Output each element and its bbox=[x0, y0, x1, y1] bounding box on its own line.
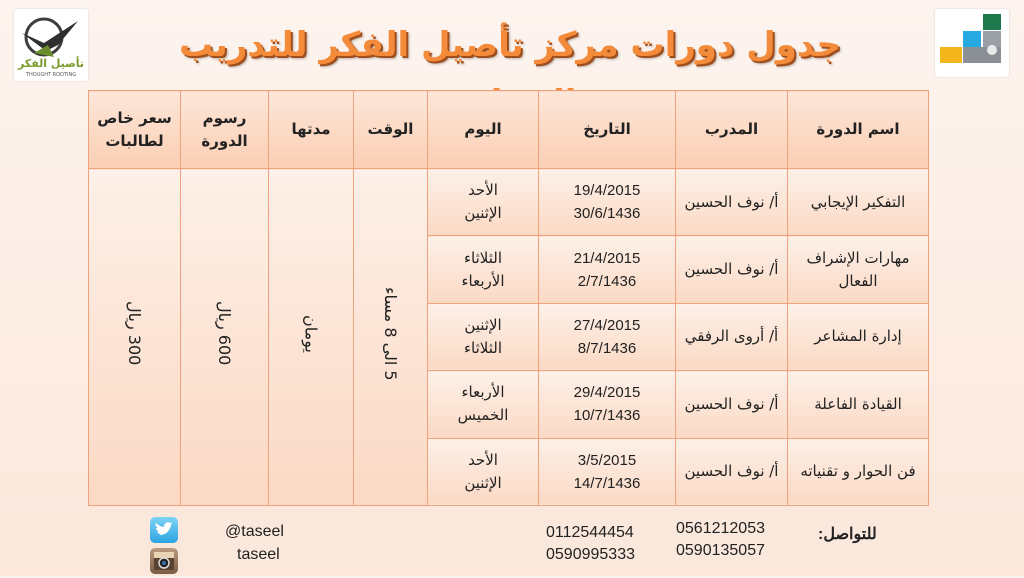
puzzle-logo bbox=[935, 9, 1009, 77]
course-days bbox=[428, 169, 539, 236]
phone-number[interactable]: 0561212053 bbox=[676, 520, 765, 537]
course-days bbox=[428, 438, 539, 505]
gregorian-date: 3/5/2015 bbox=[577, 451, 637, 469]
day-first: الإثنين bbox=[464, 315, 502, 334]
time-cell bbox=[354, 169, 428, 506]
gregorian-date: 27/4/2015 bbox=[573, 316, 641, 334]
course-name: مهارات الإشراف الفعال bbox=[788, 236, 929, 303]
day-second: الخميس bbox=[457, 406, 509, 425]
table-row bbox=[89, 169, 929, 236]
gregorian-date: 29/4/2015 bbox=[573, 384, 641, 402]
hijri-date: 30/6/1436 bbox=[573, 205, 641, 223]
hijri-date: 2/7/1436 bbox=[577, 272, 637, 290]
gregorian-date: 21/4/2015 bbox=[573, 249, 641, 267]
trainer-name: أ/ نوف الحسين bbox=[676, 236, 788, 303]
course-date bbox=[539, 438, 676, 505]
course-date bbox=[539, 371, 676, 438]
phone-number[interactable]: 0112544454 bbox=[546, 524, 634, 541]
bird-logo-icon bbox=[14, 9, 88, 81]
day-first: الأحد bbox=[468, 450, 498, 469]
contact-label: للتواصل: bbox=[818, 526, 877, 543]
header-day: اليوم bbox=[428, 91, 539, 169]
day-first: الأحد bbox=[468, 181, 498, 200]
course-date bbox=[539, 169, 676, 236]
trainer-name: أ/ نوف الحسين bbox=[676, 169, 788, 236]
course-days bbox=[428, 371, 539, 438]
header-student-price: سعر خاص لطالبات bbox=[89, 91, 181, 169]
instagram-icon[interactable] bbox=[150, 548, 178, 574]
instagram-handle[interactable]: taseel bbox=[237, 546, 280, 563]
twitter-handle[interactable]: @taseel bbox=[225, 523, 284, 540]
course-name: التفكير الإيجابي bbox=[788, 169, 929, 236]
day-first: الثلاثاء bbox=[463, 248, 502, 267]
header-date: التاريخ bbox=[539, 91, 676, 169]
phone-list-secondary bbox=[546, 522, 635, 566]
course-time: 5 الى 8 مساء bbox=[381, 286, 400, 381]
student-price-cell bbox=[89, 169, 181, 506]
day-second: الإثنين bbox=[464, 204, 502, 223]
phone-number[interactable]: 0590135057 bbox=[676, 542, 765, 559]
logo-text: تأصيل الفكر bbox=[17, 57, 85, 70]
day-second: الأربعاء bbox=[461, 271, 505, 290]
course-days bbox=[428, 236, 539, 303]
center-logo bbox=[14, 9, 88, 81]
header-row bbox=[89, 91, 929, 169]
course-name: فن الحوار و تقنياته bbox=[788, 438, 929, 505]
day-first: الأربعاء bbox=[461, 383, 505, 402]
trainer-name: أ/ نوف الحسين bbox=[676, 438, 788, 505]
header-course-name: اسم الدورة bbox=[788, 91, 929, 169]
trainer-name: أ/ أروى الرفقي bbox=[676, 303, 788, 370]
logo-subtext: THOUGHT ROOTING bbox=[25, 72, 77, 78]
twitter-icon[interactable] bbox=[150, 517, 178, 543]
gregorian-date: 19/4/2015 bbox=[573, 182, 641, 200]
course-name: القيادة الفاعلة bbox=[788, 371, 929, 438]
puzzle-logo-icon bbox=[935, 9, 1009, 77]
course-days bbox=[428, 303, 539, 370]
course-duration: يومان bbox=[301, 314, 321, 353]
header-trainer: المدرب bbox=[676, 91, 788, 169]
header-time: الوقت bbox=[354, 91, 428, 169]
phone-list-primary bbox=[676, 518, 765, 562]
twitter-bird-icon bbox=[150, 517, 178, 543]
course-fee: 600 ريال bbox=[215, 301, 234, 366]
fee-cell bbox=[181, 169, 269, 506]
phone-number[interactable]: 0590995333 bbox=[546, 546, 635, 563]
course-schedule-table bbox=[88, 90, 929, 506]
student-price: 300 ريال bbox=[125, 301, 144, 366]
course-name: إدارة المشاعر bbox=[788, 303, 929, 370]
day-second: الثلاثاء bbox=[463, 338, 502, 357]
course-date bbox=[539, 303, 676, 370]
header-duration: مدتها bbox=[269, 91, 354, 169]
duration-cell bbox=[269, 169, 354, 506]
header-fee: رسوم الدورة bbox=[181, 91, 269, 169]
hijri-date: 10/7/1436 bbox=[573, 407, 641, 425]
camera-icon bbox=[150, 548, 178, 574]
trainer-name: أ/ نوف الحسين bbox=[676, 371, 788, 438]
social-handles bbox=[225, 520, 284, 566]
course-date bbox=[539, 236, 676, 303]
page-title: جدول دورات مركز تأصيل الفكر للتدريب bbox=[179, 25, 841, 65]
hijri-date: 14/7/1436 bbox=[573, 474, 641, 492]
hijri-date: 8/7/1436 bbox=[577, 339, 637, 357]
day-second: الإثنين bbox=[464, 473, 502, 492]
